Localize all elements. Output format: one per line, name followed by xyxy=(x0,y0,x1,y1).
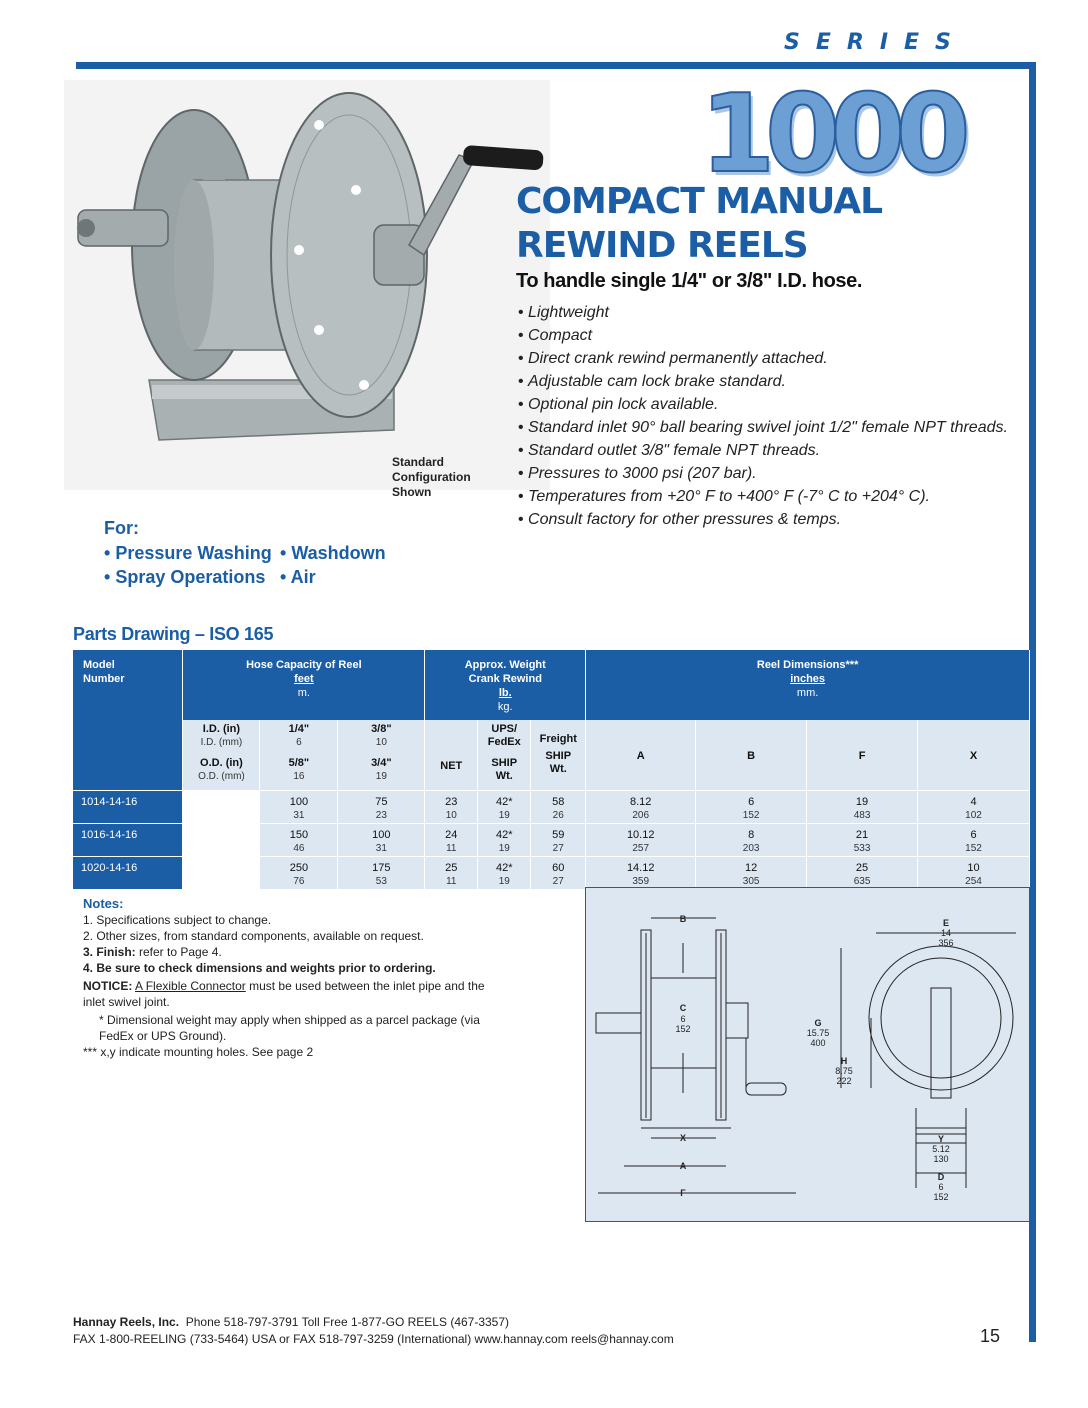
note-item: 4. Be sure to check dimensions and weights prior to ordering. xyxy=(83,961,436,975)
svg-text:130: 130 xyxy=(933,1154,949,1164)
svg-text:152: 152 xyxy=(933,1192,949,1202)
svg-text:6: 6 xyxy=(938,1182,944,1192)
svg-text:A: A xyxy=(679,1161,687,1171)
svg-text:152: 152 xyxy=(675,1024,691,1034)
top-rule xyxy=(76,62,1036,69)
header-dimensions: Reel Dimensions*** inches mm. xyxy=(586,650,1030,720)
svg-text:15.75: 15.75 xyxy=(806,1028,830,1038)
header-capacity: Hose Capacity of Reel feet m. xyxy=(183,650,425,720)
note-item: 2. Other sizes, from standard components, available on request. xyxy=(83,929,424,943)
notes xyxy=(83,896,493,1060)
svg-text:G: G xyxy=(814,1018,822,1028)
application-item: • Spray Operations xyxy=(104,567,280,588)
parts-drawing xyxy=(585,887,1030,1222)
feature-item: • Direct crank rewind permanently attached. xyxy=(518,347,1018,370)
footnote: *** x,y indicate mounting holes. See page 2 xyxy=(83,1045,314,1059)
spec-table xyxy=(73,650,1030,890)
svg-text:B: B xyxy=(679,914,687,924)
feature-item: • Optional pin lock available. xyxy=(518,393,1018,416)
product-photo xyxy=(64,80,550,490)
phone: Phone 518-797-3791 Toll Free 1-877-GO REELS (467-3357) xyxy=(185,1315,510,1329)
photo-caption: Standard Configuration Shown xyxy=(392,455,471,499)
applications-title: For: xyxy=(104,518,139,538)
footnote: * Dimensional weight may apply when shipped as a parcel package (via FedEx or UPS Ground). xyxy=(99,1013,480,1043)
contact-line: FAX 1-800-REELING (733-5464) USA or FAX 518-797-3259 (International) www.hannay.com reels@hannay.com xyxy=(73,1332,674,1346)
svg-text:E: E xyxy=(942,918,950,928)
hose-reel-illustration xyxy=(64,80,550,490)
svg-text:6: 6 xyxy=(680,1014,686,1024)
svg-text:Y: Y xyxy=(937,1134,945,1144)
svg-text:F: F xyxy=(680,1188,686,1198)
svg-text:X: X xyxy=(679,1133,687,1143)
svg-text:400: 400 xyxy=(810,1038,826,1048)
table-subheader-row: I.D. (in) I.D. (mm) O.D. (in) O.D. (mm) 1/4" 6 5/8" 16 3/8" 10 3/4" 19 NET UPS/ FedEx SHIP Wt. Freight SHIP Wt. A B F X xyxy=(73,720,1030,790)
series-number: 1000 xyxy=(700,72,961,197)
feature-item: • Consult factory for other pressures & temps. xyxy=(518,508,1018,531)
application-item: • Washdown xyxy=(280,543,440,564)
parts-drawing-title: Parts Drawing – ISO 165 xyxy=(73,624,274,644)
product-subtitle: To handle single 1/4" or 3/8" I.D. hose. xyxy=(516,270,863,292)
feature-item: • Pressures to 3000 psi (207 bar). xyxy=(518,462,1018,485)
svg-text:14: 14 xyxy=(940,928,952,938)
table-header-row xyxy=(73,650,1030,720)
feature-item: • Standard inlet 90° ball bearing swivel joint 1/2" female NPT threads. xyxy=(518,416,1018,439)
feature-list xyxy=(518,301,1018,531)
svg-text:356: 356 xyxy=(938,938,954,948)
dimension-drawing xyxy=(586,888,1031,1223)
table-row: 1020-14-16 250 76 175 53 25 11 42* 19 60 27 14.12 359 12 305 25 635 10 254 xyxy=(73,856,1030,889)
notice: NOTICE: A Flexible Connector must be used between the inlet pipe and the inlet swivel joint. xyxy=(83,979,485,1009)
feature-item: • Compact xyxy=(518,324,1018,347)
page-number: 15 xyxy=(980,1326,1001,1346)
company-name: Hannay Reels, Inc. xyxy=(73,1315,180,1329)
svg-text:222: 222 xyxy=(836,1076,852,1086)
svg-text:C: C xyxy=(679,1003,687,1013)
svg-text:5.12: 5.12 xyxy=(932,1144,950,1154)
header-weight: Approx. Weight Crank Rewind lb. kg. xyxy=(425,650,586,720)
application-item: • Pressure Washing xyxy=(104,543,280,564)
svg-text:D: D xyxy=(937,1172,945,1182)
table-row: 1014-14-16 100 31 75 23 23 10 42* 19 58 26 8.12 206 6 152 19 483 4 102 xyxy=(73,790,1030,823)
applications xyxy=(104,518,440,588)
notes-title: Notes: xyxy=(83,896,124,911)
note-item: 3. Finish: refer to Page 4. xyxy=(83,945,222,959)
footer xyxy=(73,1314,674,1348)
header-model: Model Number xyxy=(73,650,183,720)
series-label: SERIES xyxy=(784,30,967,55)
feature-item: • Standard outlet 3/8" female NPT threads. xyxy=(518,439,1018,462)
feature-item: • Lightweight xyxy=(518,301,1018,324)
table-row: 1016-14-16 150 46 100 31 24 11 42* 19 59 27 10.12 257 8 203 21 533 6 152 xyxy=(73,823,1030,856)
feature-item: • Temperatures from +20° F to +400° F (-7° C to +204° C). xyxy=(518,485,1018,508)
product-title: COMPACT MANUAL REWIND REELS xyxy=(516,181,883,266)
note-item: 1. Specifications subject to change. xyxy=(83,913,272,927)
feature-item: • Adjustable cam lock brake standard. xyxy=(518,370,1018,393)
svg-text:H: H xyxy=(840,1056,848,1066)
svg-text:8.75: 8.75 xyxy=(835,1066,853,1076)
application-item: • Air xyxy=(280,567,440,588)
